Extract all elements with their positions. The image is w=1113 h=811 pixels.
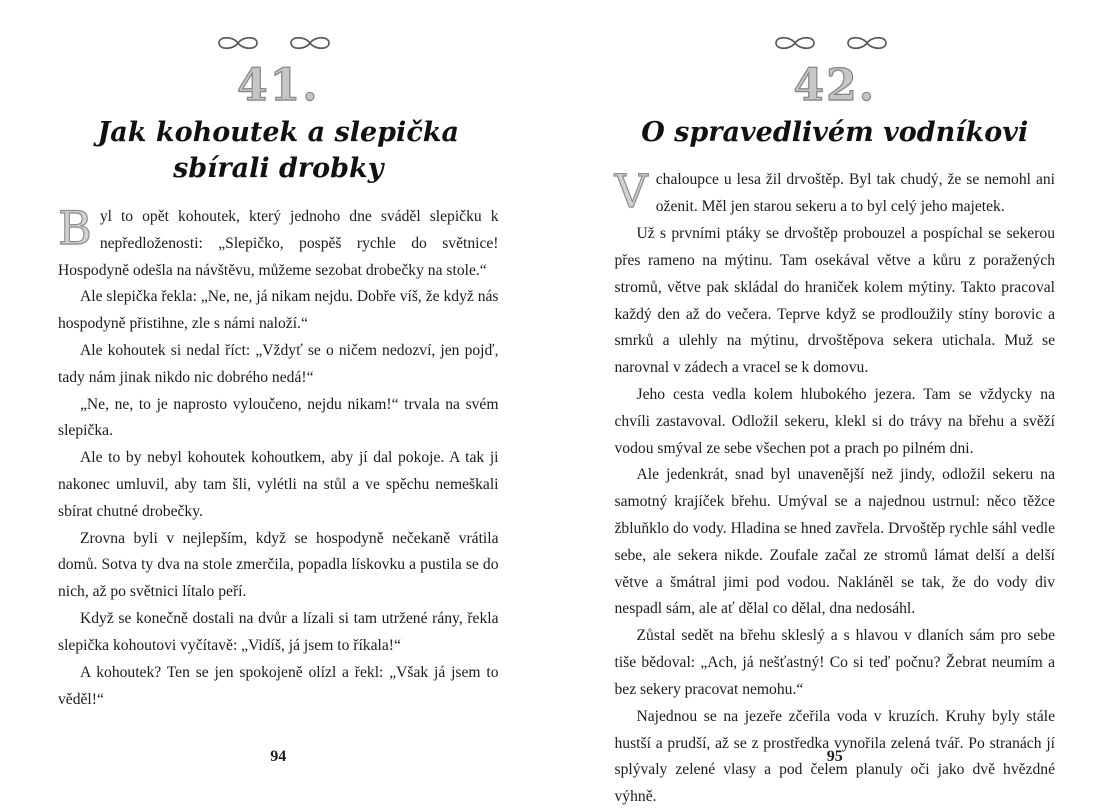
paragraph: Najednou se na jezeře zčeřila voda v kruzích. Kruhy byly stále hustší a prudší, až se z prostředka vynořila zelená tvář. Po stranách jí splývaly zelené vlasy a pod čelem planuly oči jako dvě hvězdné výhně. <box>615 704 1056 811</box>
paragraph-text: chaloupce u lesa žil drvoštěp. Byl tak chudý, že se nemohl ani oženit. Měl jen starou sekeru a to byl celý jeho majetek. <box>656 171 1055 215</box>
chapter-body <box>58 204 499 713</box>
paragraph: Ale kohoutek si nedal říct: „Vždyť se o ničem nedozví, jen pojď, tady nám jinak nikdo nic dobrého nedá!“ <box>58 338 499 392</box>
chapter-body <box>615 167 1056 811</box>
paragraph: Ale jedenkrát, snad byl unavenější než jindy, odložil sekeru na samotný krajíček břehu. Umýval se a najednou ustrnul: něco těžce žbluňklo do vody. Hladina se hned zavřela. Drvoštěp rychle sáhl vedle sebe, ale sekera nikde. Zoufale začal ze stromů lámat delší a delší větve a šmátral jimi pod vodou. Nakláněl se tak, že do vody div nespadl sám, ale ať dělal co dělal, dna nedosáhl. <box>615 462 1056 623</box>
chapter-number: 41. <box>58 60 499 111</box>
paragraph: Zůstal sedět na břehu skleslý a s hlavou v dlaních sám pro sebe tiše bědoval: „Ach, já nešťastný! Co si teď počnu? Žebrat neumím a bez sekery pracovat nemohu.“ <box>615 623 1056 703</box>
flourish-ornament <box>615 32 1056 58</box>
paragraph: A kohoutek? Ten se jen spokojeně olízl a řekl: „Však já jsem to věděl!“ <box>58 660 499 714</box>
paragraph-text: yl to opět kohoutek, který jednoho dne sváděl slepičku k nepředloženosti: „Slepičko, pospěš rychle do světnice! Hospodyně odešla na návštěvu, můžeme sezobat drobečky na stole.“ <box>58 208 499 279</box>
paragraph: Ale to by nebyl kohoutek kohoutkem, aby jí dal pokoje. A tak ji nakonec umluvil, aby tam šli, vylétli na stůl a ve spěchu nemeškali sbírat chutné drobečky. <box>58 445 499 525</box>
chapter-title <box>58 115 499 188</box>
chapter-title-line-1: Jak kohoutek a slepička <box>98 117 459 148</box>
drop-cap: V <box>615 167 656 211</box>
flourish-ornament <box>58 32 499 58</box>
paragraph: Když se konečně dostali na dvůr a lízali si tam utržené rány, řekla slepička kohoutovi vyčítavě: „Vidíš, já jsem to říkala!“ <box>58 606 499 660</box>
paragraph <box>615 167 1056 221</box>
chapter-title <box>615 115 1056 151</box>
book-page-right <box>557 0 1113 800</box>
page-number: 95 <box>557 748 1113 766</box>
paragraph: „Ne, ne, to je naprosto vyloučeno, nejdu nikam!“ trvala na svém slepička. <box>58 392 499 446</box>
paragraph: Zrovna byli v nejlepším, když se hospodyně nečekaně vrátila domů. Sotva ty dva na stole zmerčila, popadla lískovku a pustila se do nich, až po světnici lítalo peří. <box>58 526 499 606</box>
flourish-swirl-icon <box>770 32 900 54</box>
paragraph <box>58 204 499 284</box>
chapter-title-line-1: O spravedlivém vodníkovi <box>641 117 1028 148</box>
chapter-title-line-2: sbírali drobky <box>173 153 383 184</box>
chapter-number: 42. <box>615 60 1056 111</box>
paragraph: Jeho cesta vedla kolem hlubokého jezera. Tam se vždycky na chvíli zastavoval. Odložil sekeru, klekl si do trávy na břehu a svěží vodou smýval ze sebe všechen pot a prach po pilném dni. <box>615 382 1056 462</box>
book-page-left <box>0 0 557 800</box>
paragraph: Ale slepička řekla: „Ne, ne, já nikam nejdu. Dobře víš, že když nás hospodyně přistihne, zle s námi naloží.“ <box>58 284 499 338</box>
paragraph: Už s prvními ptáky se drvoštěp probouzel a pospíchal se sekerou přes rameno na mýtinu. Tam osekával větve a kůru z poražených stromů, větve pak skládal do hraniček kolem mýtiny. Takto pracoval každý den až do večera. Teprve když se prodloužily stíny borovic a smrků a ulehly na mýtinu, drvoštěpova sekera utichala. Muž se narovnal v zádech a vracel se k domovu. <box>615 221 1056 382</box>
flourish-swirl-icon <box>213 32 343 54</box>
drop-cap: B <box>58 204 100 248</box>
page-number: 94 <box>0 748 557 766</box>
